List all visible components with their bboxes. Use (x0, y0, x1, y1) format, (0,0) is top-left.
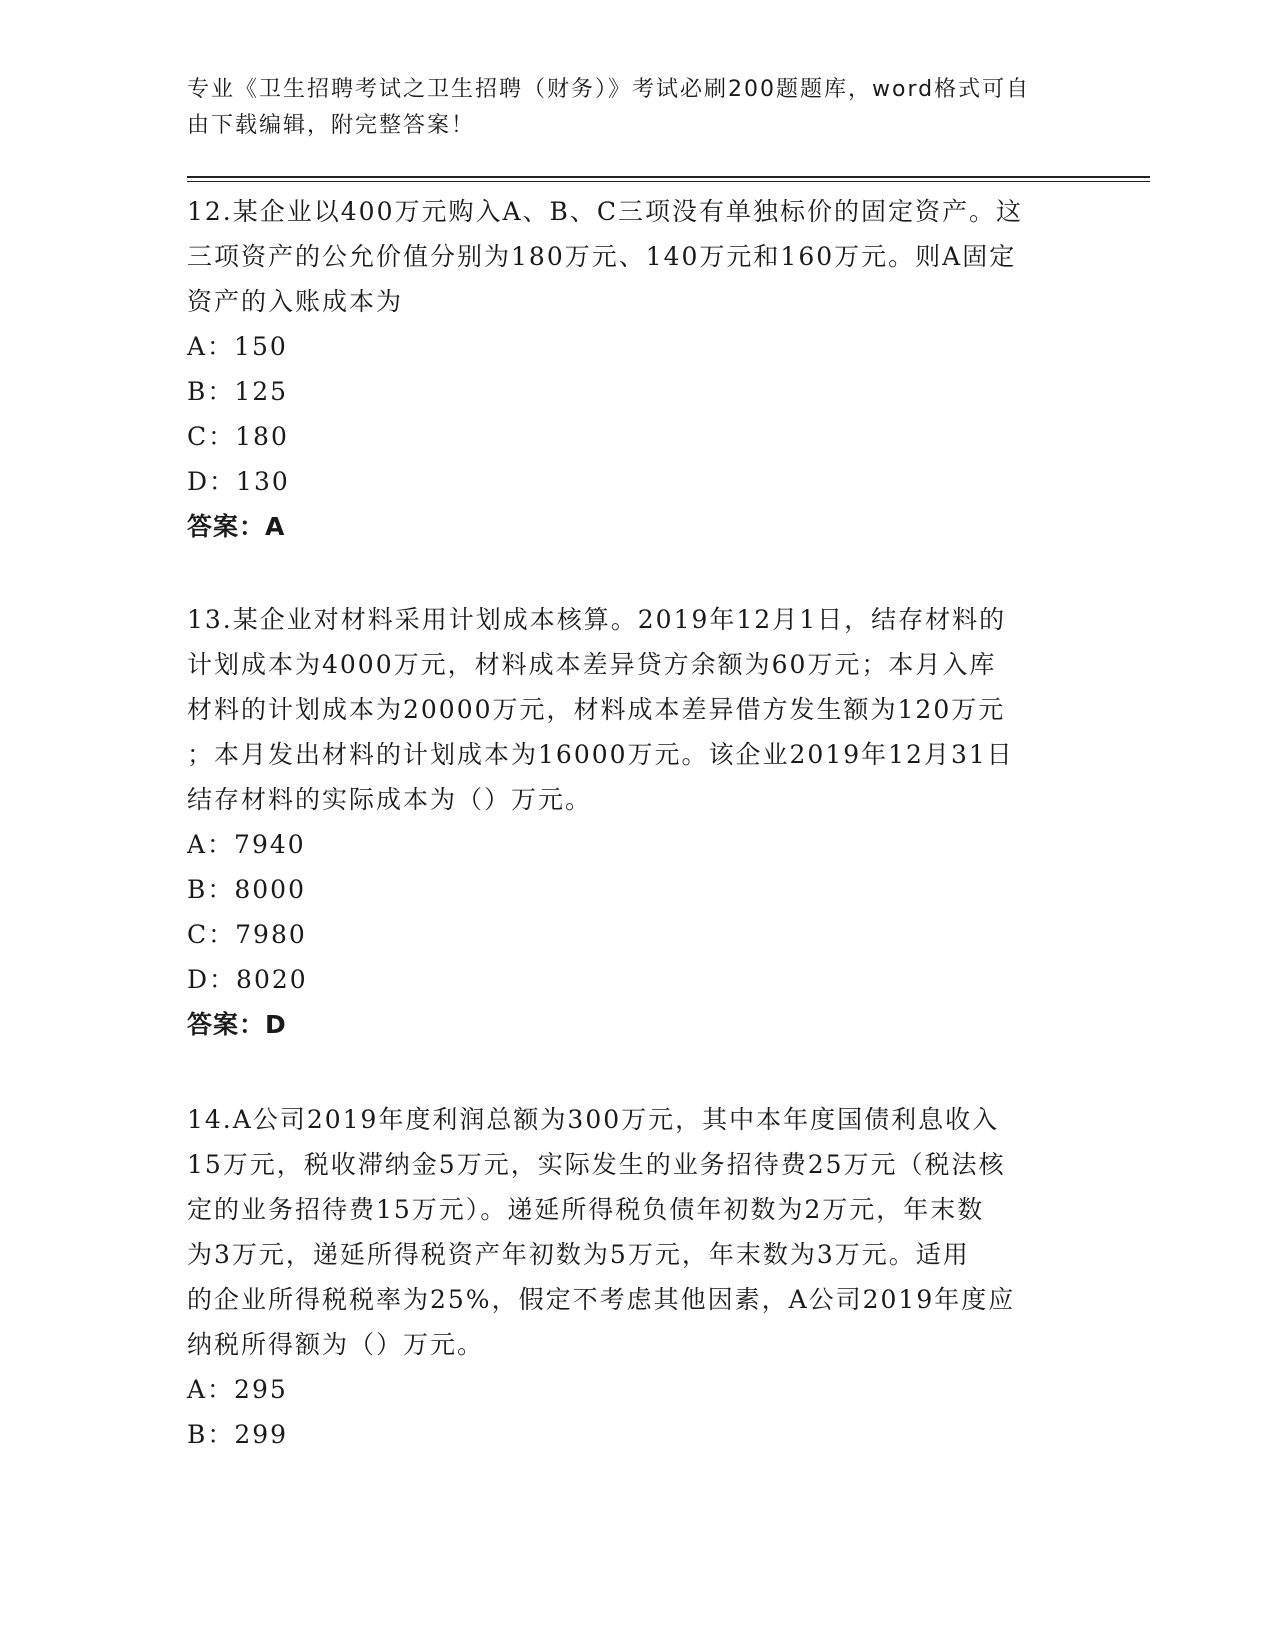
answer-line: 答案：D (187, 1010, 287, 1039)
question-stem-line: 15万元，税收滞纳金5万元，实际发生的业务招待费25万元（税法核 (187, 1150, 1006, 1179)
question-stem-line: 计划成本为4000万元，材料成本差异贷方余额为60万元；本月入库 (187, 650, 997, 679)
answer-line: 答案：A (187, 512, 286, 541)
option-a: A：295 (187, 1375, 288, 1404)
header-divider-thin (187, 181, 1150, 182)
question-stem-line: 纳税所得额为（）万元。 (187, 1330, 485, 1359)
question-stem-line: 的企业所得税税率为25%，假定不考虑其他因素，A公司2019年度应 (187, 1285, 1016, 1314)
question-stem-line: ；本月发出材料的计划成本为16000万元。该企业2019年12月31日 (187, 740, 1014, 769)
document-header (187, 72, 1087, 144)
option-c: C：180 (187, 422, 289, 451)
option-b: B：8000 (187, 875, 306, 904)
question-stem-line: 14.A公司2019年度利润总额为300万元，其中本年度国债利息收入 (187, 1105, 1000, 1134)
header-divider-thick (187, 176, 1150, 178)
question-stem-line: 三项资产的公允价值分别为180万元、140万元和160万元。则A固定 (187, 242, 1017, 271)
option-b: B：299 (187, 1420, 289, 1449)
option-a: A：150 (187, 332, 288, 361)
option-d: D：130 (187, 467, 290, 496)
option-c: C：7980 (187, 920, 307, 949)
question-stem-line: 结存材料的实际成本为（）万元。 (187, 785, 593, 814)
header-line-1: 专业《卫生招聘考试之卫生招聘（财务）》考试必刷200题题库，word格式可自 (187, 77, 1031, 102)
option-b: B：125 (187, 377, 289, 406)
question-13 (187, 597, 1087, 1047)
question-stem-line: 为3万元，递延所得税资产年初数为5万元，年末数为3万元。适用 (187, 1240, 970, 1269)
question-stem-line: 12.某企业以400万元购入A、B、C三项没有单独标价的固定资产。这 (187, 197, 1024, 226)
question-stem-line: 定的业务招待费15万元）。递延所得税负债年初数为2万元，年末数 (187, 1195, 985, 1224)
question-12 (187, 189, 1087, 549)
question-stem-line: 资产的入账成本为 (187, 287, 404, 316)
header-line-2: 由下载编辑，附完整答案！ (187, 113, 476, 138)
question-stem-line: 13.某企业对材料采用计划成本核算。2019年12月1日，结存材料的 (187, 605, 1007, 634)
option-d: D：8020 (187, 965, 308, 994)
question-stem-line: 材料的计划成本为20000万元，材料成本差异借方发生额为120万元 (187, 695, 1006, 724)
option-a: A：7940 (187, 830, 306, 859)
question-14 (187, 1097, 1087, 1457)
